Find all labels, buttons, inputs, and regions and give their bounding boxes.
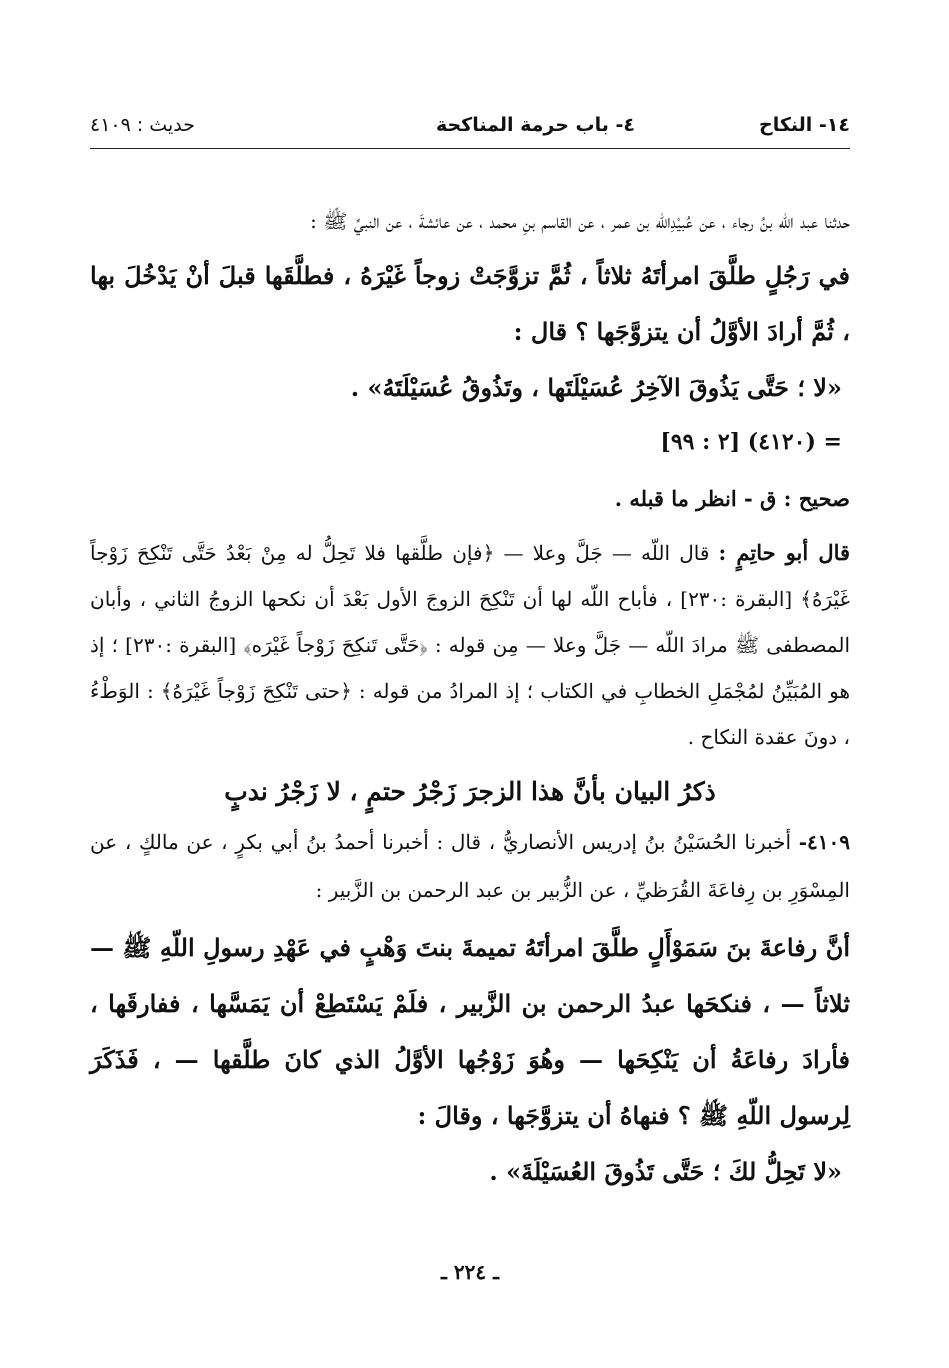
book-title: ١٤- النكاح — [759, 114, 850, 136]
hadith-grade: صحيح : ق - انظر ما قبله . — [614, 486, 850, 511]
hadith-text: في رَجُلٍ طلَّقَ امرأتَهُ ثلاثاً ، ثُمَّ تزوَّجَتْ زوجاً غَيْرَهُ ، فطلَّقَها قبلَ أنْ يَدْخُلَ بها ، ثُمَّ أرادَ الأوَّلُ أن يتزوَّجَها ؟ قال : — [90, 261, 850, 346]
hadith-chain: حدثنا عبد اللّه بنُ رجاء ، عن عُبيْدِاللّه بن عمر ، عن القاسم بنِ محمد ، عن عائشةَ ، عن النبيِّ ﷺ : — [310, 209, 850, 233]
commentary-text: قال اللّه — جَلَّ وعلا — ﴿فإن طلَّقها فلا تَحِلُّ له مِنْ بَعْدُ حَتَّى تَنْكِحَ زَوْجاً غَيْرَهُ﴾ [البقرة :٢٣٠] ، فأباح اللّه لها أن تَنْكِحَ الزوجَ الأول بَعْدَ أن نكحها الزوجُ الثاني ، وأبان المصطفى ﷺ مرادَ اللّه — جَلَّ وعلا — مِن قوله : ﴿حَتَّى تَنكِحَ زَوْجاً غَيْرَه﴾ [البقرة :٢٣٠] ؛ إذ هو المُبَيِّنُ لمُجْمَلِ الخطابِ في الكتاب ؛ إذ المرادُ من قوله : ﴿حتى تَنْكِحَ زَوْجاً غَيْرَهُ﴾ : الوَطْءُ ، دونَ عقدة النكاح . — [90, 541, 850, 749]
page-number: ـ ٢٢٤ ـ — [441, 1260, 499, 1284]
document-page — [90, 100, 850, 1340]
hadith-number: ٤١٠٩- — [798, 830, 850, 854]
page-body — [90, 194, 850, 1200]
hadith-reference: حديث : ٤١٠٩ — [90, 114, 195, 136]
cross-reference: = (٤١٢٠) [٢ : ٩٩] — [660, 429, 842, 455]
chapter-heading: ٤- باب حرمة المناكحة — [435, 114, 635, 136]
hadith-text-2: أنَّ رفاعةَ بنَ سَمَوْأَلٍ طلَّقَ امرأتَهُ تميمةَ بنتَ وَهْبٍ في عَهْدِ رسولِ اللّهِ ﷺ — ثلاثاً — ، فنكحَها عبدُ الرحمن بن الزَّبير ، فلَمْ يَسْتَطِعْ أن يَمَسَّها ، ففارقَها ، فأرادَ رفاعَةُ أن يَنْكِحَها — وهُوَ زَوْجُها الأوَّلُ الذي كانَ طلَّقها — ، فَذَكَرَ لِرسول اللّهِ ﷺ ؟ فنهاهُ أن يتزوَّجَها ، وقالَ : — [90, 933, 850, 1130]
header-divider — [90, 148, 850, 149]
running-header — [90, 114, 850, 144]
prophet-quote-2: «لا تَحِلُّ لكَ ؛ حَتَّى تَذُوقَ العُسَيْلَةَ» . — [489, 1157, 842, 1186]
prophet-quote: «لا ؛ حَتَّى يَذُوقَ الآخِرُ عُسَيْلَتَها ، وتَذُوقُ عُسَيْلَتَهُ» . — [350, 373, 842, 402]
hadith-chain-2-text: أخبرنا الحُسَيْنُ بنُ إدريس الأنصاريُّ ، قال : أخبرنا أحمدُ بنُ أبي بكرٍ ، عن مالكٍ ، عن المِسْوَرِ بن رِفاعَةَ القُرَظيِّ ، عن الزُّبير بن عبد الرحمن بن الزَّبير : — [90, 830, 850, 902]
commentary-paragraph — [90, 530, 850, 760]
hadith-chain-2 — [90, 818, 850, 914]
section-title: ذكرُ البيان بأنَّ هذا الزجرَ زَجْرُ حتمٍ ، لا زَجْرُ ندبٍ — [224, 777, 716, 806]
commentary-lead: قال أبو حاتِمٍ : — [718, 540, 851, 565]
